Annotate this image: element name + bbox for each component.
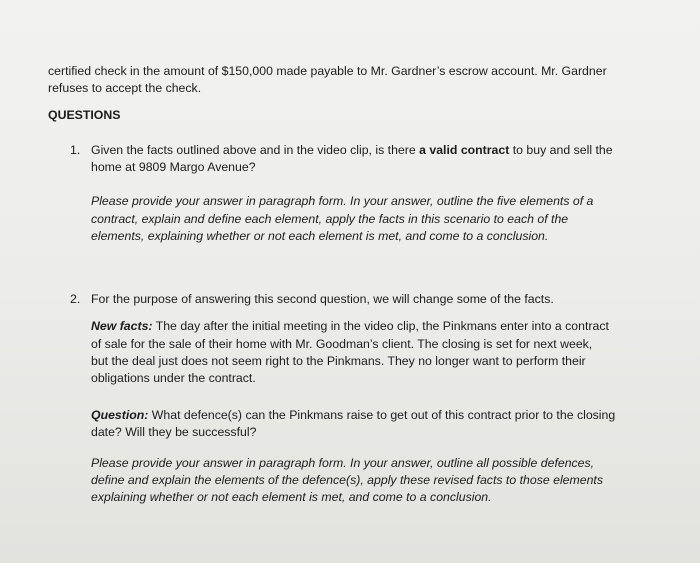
q2-instructions-line-3: explaining whether or not each element is met, and come to a conclusion. — [91, 490, 492, 504]
q1-line-1 — [91, 142, 613, 159]
q1-line-2: home at 9809 Margo Avenue? — [91, 160, 256, 174]
q2-question-line-1 — [91, 407, 615, 424]
q1-instructions-line-3: elements, explaining whether or not each element is met, and come to a conclusion. — [91, 229, 549, 243]
q1-instructions-line-2: contract, explain and define each element, apply the facts in this scenario to each of the — [91, 212, 569, 226]
intro-line-1: certified check in the amount of $150,000 made payable to Mr. Gardner’s escrow account. Mr. Gardner — [48, 64, 607, 78]
q2-instructions-line-1: Please provide your answer in paragraph form. In your answer, outline all possible defences, — [91, 456, 595, 470]
intro-line-2: refuses to accept the check. — [48, 81, 202, 95]
question-label: Question: — [91, 408, 149, 422]
q2-newfacts-line-3: but the deal just does not seem right to the Pinkmans. They no longer want to perform their — [91, 354, 586, 368]
q1-line-1-pre: Given the facts outlined above and in the video clip, is there — [91, 143, 420, 157]
new-facts-label: New facts: — [91, 319, 153, 333]
q2-question-line-2: date? Will they be successful? — [91, 425, 257, 439]
q2-instructions-line-2: define and explain the elements of the defence(s), apply these revised facts to those elements — [91, 473, 603, 487]
q2-number: 2. — [70, 292, 81, 306]
q1-instructions-line-1: Please provide your answer in paragraph form. In your answer, outline the five elements of a — [91, 194, 594, 208]
question-text: What defence(s) can the Pinkmans raise to get out of this contract prior to the closing — [148, 408, 616, 422]
q1-number: 1. — [70, 143, 81, 157]
q2-line-1: For the purpose of answering this second question, we will change some of the facts. — [91, 292, 554, 306]
q1-line-1-post: to buy and sell the — [509, 143, 613, 157]
q2-newfacts-line-4: obligations under the contract. — [91, 371, 256, 385]
questions-heading: QUESTIONS — [48, 108, 121, 122]
q2-newfacts-line-2: of sale for the sale of their home with Mr. Goodman’s client. The closing is set for next week, — [91, 337, 593, 351]
q1-valid-contract: a valid contract — [419, 143, 510, 157]
new-facts-text: The day after the initial meeting in the video clip, the Pinkmans enter into a contract — [152, 319, 609, 333]
q2-newfacts-line-1 — [91, 318, 609, 335]
